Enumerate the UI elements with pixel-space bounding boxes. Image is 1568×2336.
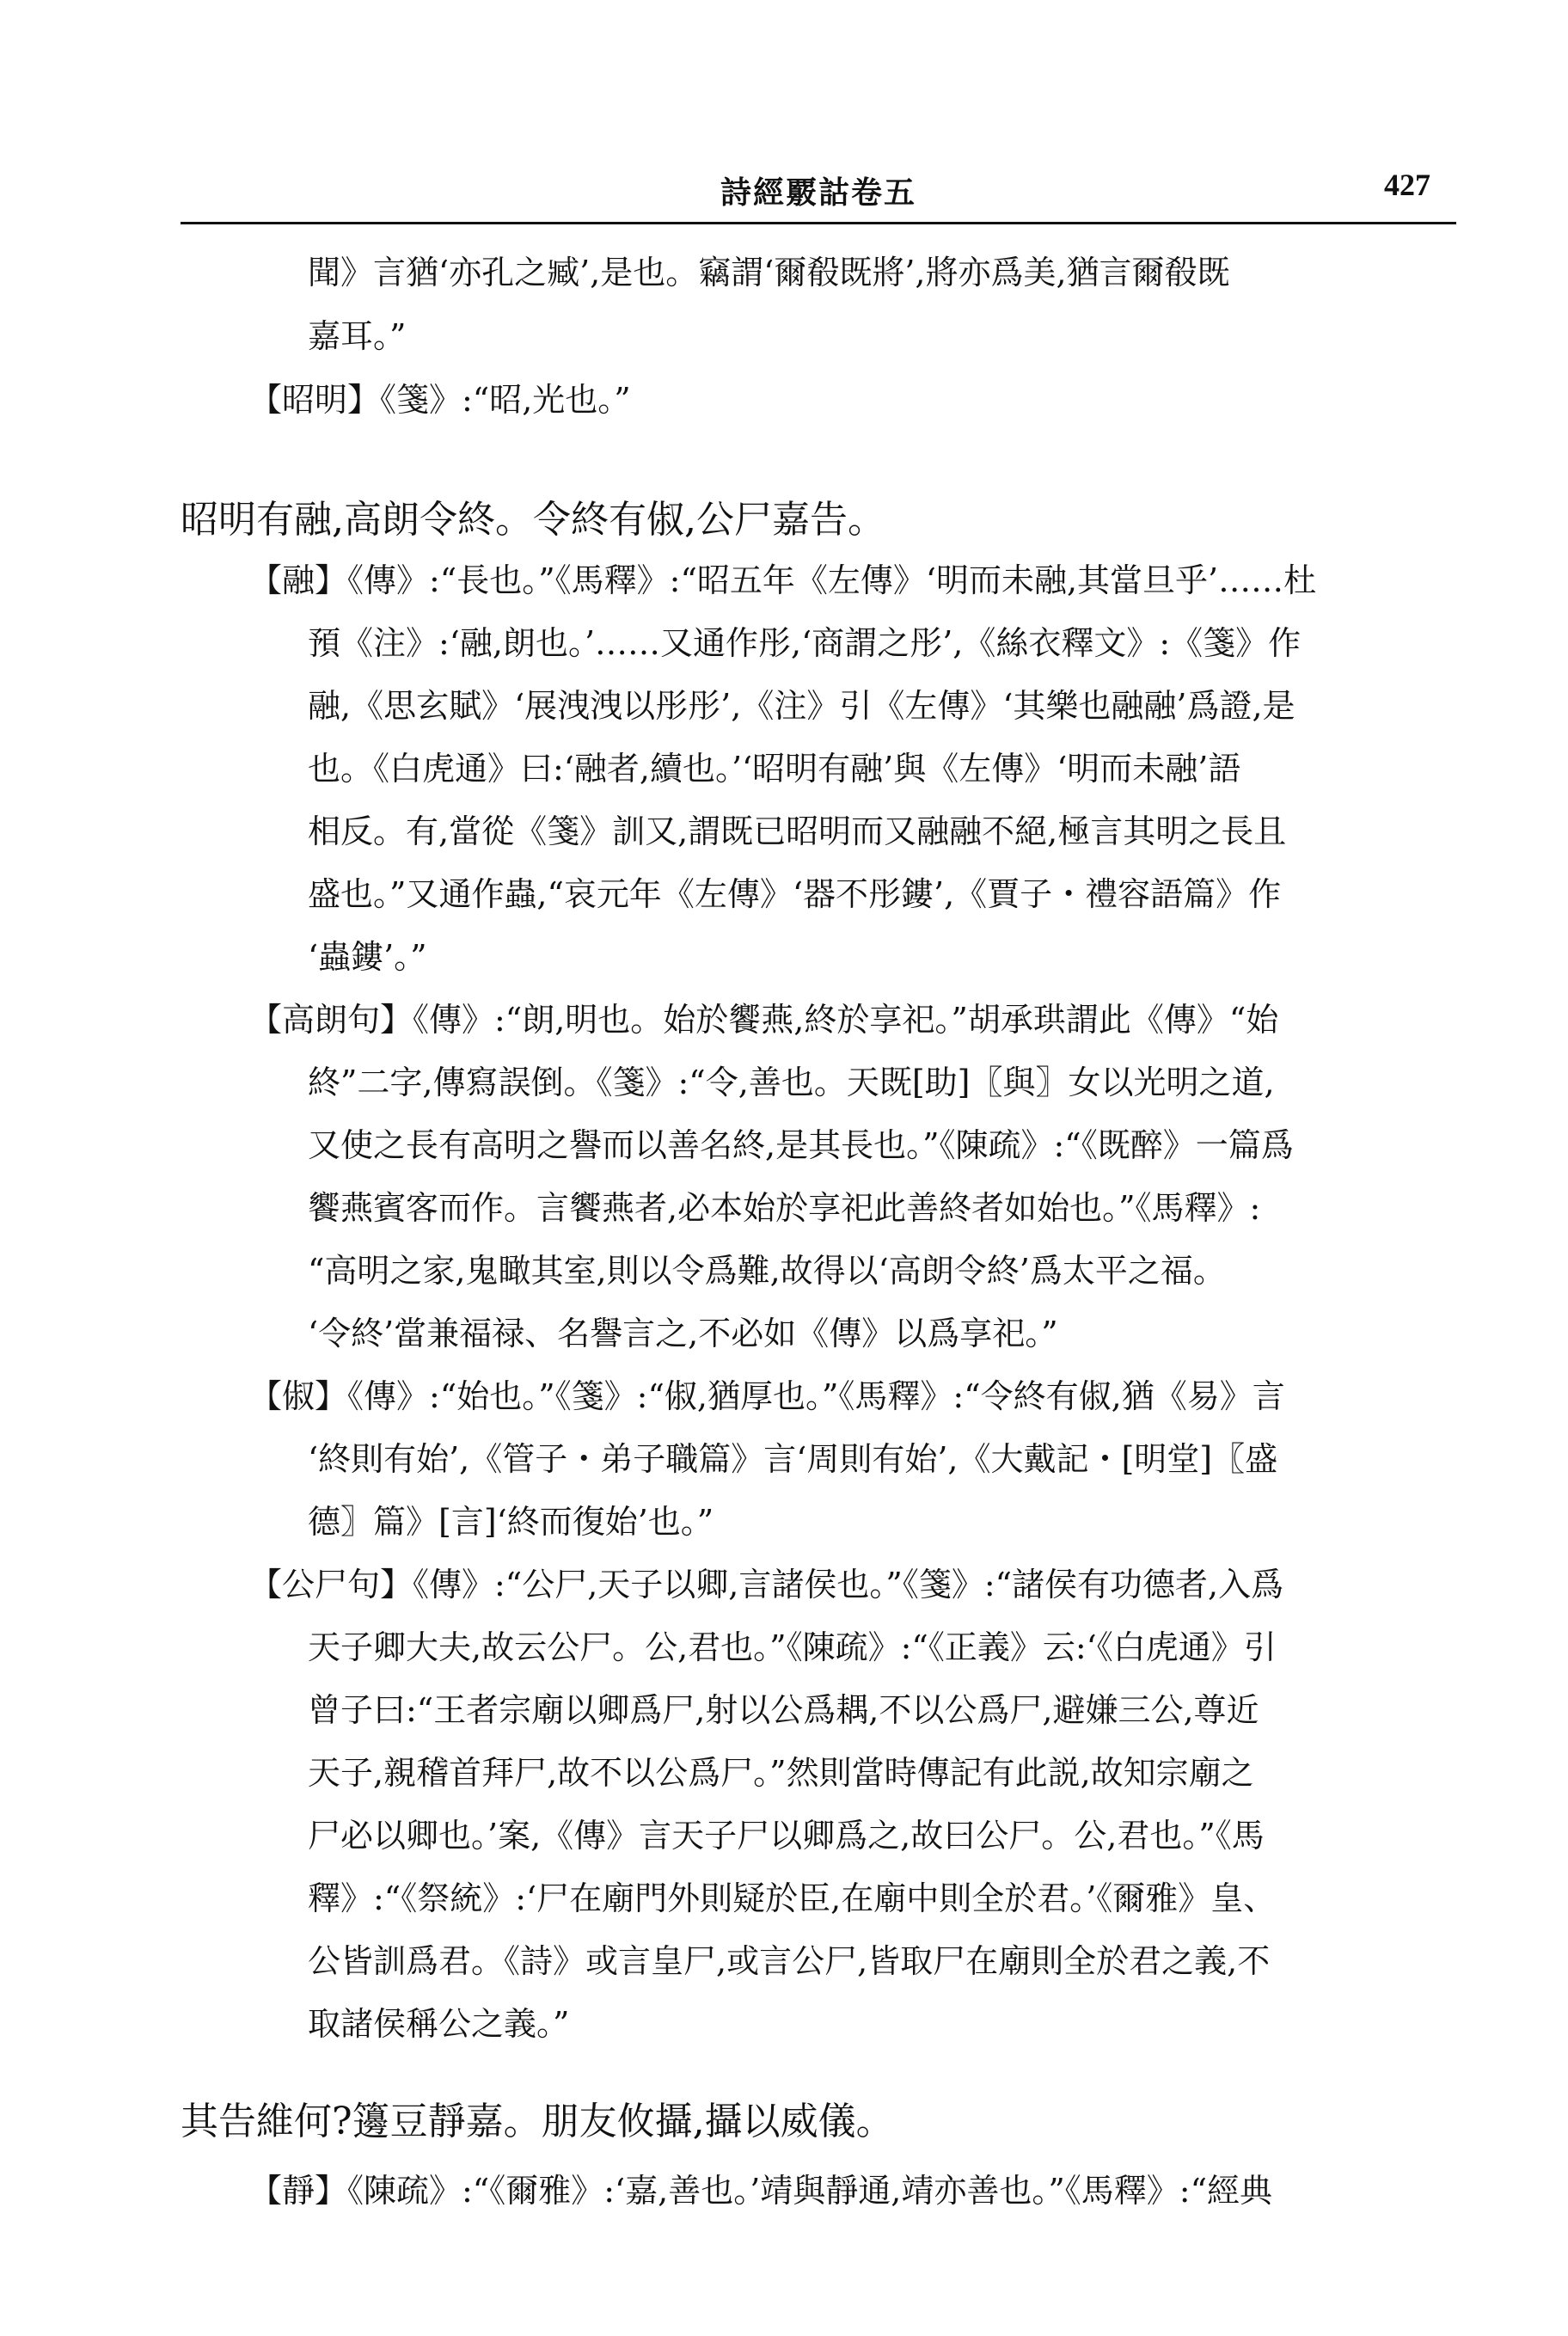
text-line: ‘終則有始’,《管子・弟子職篇》言‘周則有始’,《大戴記・[明堂]〖盛	[308, 1440, 1278, 1478]
text-line: 又使之長有高明之譽而以善名終,是其長也。”《陳疏》:“《既醉》一篇爲	[308, 1126, 1294, 1164]
text-line: ‘蟲鏤’。”	[308, 938, 427, 976]
text-line: 盛也。”又通作蟲,“哀元年《左傳》‘器不彤鏤’,《賈子・禮容語篇》作	[308, 875, 1282, 913]
text-line: 饗燕賓客而作。言饗燕者,必本始於享祀此善終者如始也。”《馬釋》:	[308, 1189, 1261, 1227]
text-line: “高明之家,鬼瞰其室,則以令爲難,故得以‘高朗令終’爲太平之福。	[308, 1252, 1226, 1290]
text-line: 也。《白虎通》曰:‘融者,續也。’‘昭明有融’與《左傳》‘明而未融’語	[308, 750, 1241, 788]
page-header	[181, 162, 1456, 224]
text-line: 聞》言猶‘亦孔之臧’,是也。竊謂‘爾殽既將’,將亦爲美,猶言爾殽既	[308, 254, 1230, 291]
text-line: 【公尸句】《傳》:“公尸,天子以卿,言諸侯也。”《箋》:“諸侯有功德者,入爲	[249, 1566, 1284, 1603]
text-line: 【昭明】《箋》:“昭,光也。”	[249, 381, 631, 419]
text-line: 曾子曰:“王者宗廟以卿爲尸,射以公爲耦,不以公爲尸,避嫌三公,尊近	[308, 1691, 1259, 1729]
text-line: 相反。有,當從《箋》訓又,謂既已昭明而又融融不絕,極言其明之長且	[308, 812, 1287, 850]
text-line: 釋》:“《祭統》:‘尸在廟門外則疑於臣,在廟中則全於君。’《爾雅》皇、	[308, 1879, 1277, 1917]
running-title: 詩經覈詁卷五	[720, 175, 916, 211]
text-line: ‘令終’當兼福禄、名譽言之,不必如《傳》以爲享祀。”	[308, 1315, 1058, 1352]
text-line: 尸必以卿也。’案,《傳》言天子尸以卿爲之,故曰公尸。公,君也。”《馬	[308, 1817, 1265, 1855]
verse-line: 其告維何?籩豆靜嘉。朋友攸攝,攝以威儀。	[181, 2100, 894, 2143]
text-line: 天子,親稽首拜尸,故不以公爲尸。”然則當時傳記有此説,故知宗廟之	[308, 1754, 1254, 1792]
text-line: 德〗篇》[言]‘終而復始’也。”	[308, 1503, 714, 1541]
text-line: 【俶】《傳》:“始也。”《箋》:“俶,猶厚也。”《馬釋》:“令終有俶,猶《易》言	[249, 1377, 1285, 1415]
text-line: 【靜】《陳疏》:“《爾雅》:‘嘉,善也。’靖與靜通,靖亦善也。”《馬釋》:“經典	[249, 2172, 1273, 2210]
verse-line: 昭明有融,高朗令終。令終有俶,公尸嘉告。	[181, 498, 885, 542]
text-line: 融,《思玄賦》‘展洩洩以彤彤’,《注》引《左傳》‘其樂也融融’爲證,是	[308, 687, 1295, 725]
text-line: 取諸侯稱公之義。”	[308, 2005, 570, 2043]
text-line: 終”二字,傳寫誤倒。《箋》:“令,善也。天既[助]〖與〗女以光明之道,	[308, 1064, 1275, 1101]
page-number: 427	[1384, 168, 1430, 202]
text-line: 【融】《傳》:“長也。”《馬釋》:“昭五年《左傳》‘明而未融,其當旦乎’……杜	[249, 561, 1317, 599]
text-line: 天子卿大夫,故云公尸。公,君也。”《陳疏》:“《正義》云:‘《白虎通》引	[308, 1628, 1277, 1666]
text-line: 嘉耳。”	[308, 317, 407, 355]
text-line: 【高朗句】《傳》:“朗,明也。始於饗燕,終於享祀。”胡承珙謂此《傳》“始	[249, 1001, 1279, 1039]
text-line: 預《注》:‘融,朗也。’……又通作彤,‘商謂之彤’,《絲衣釋文》:《箋》作	[308, 624, 1302, 662]
text-line: 公皆訓爲君。《詩》或言皇尸,或言公尸,皆取尸在廟則全於君之義,不	[308, 1942, 1271, 1980]
